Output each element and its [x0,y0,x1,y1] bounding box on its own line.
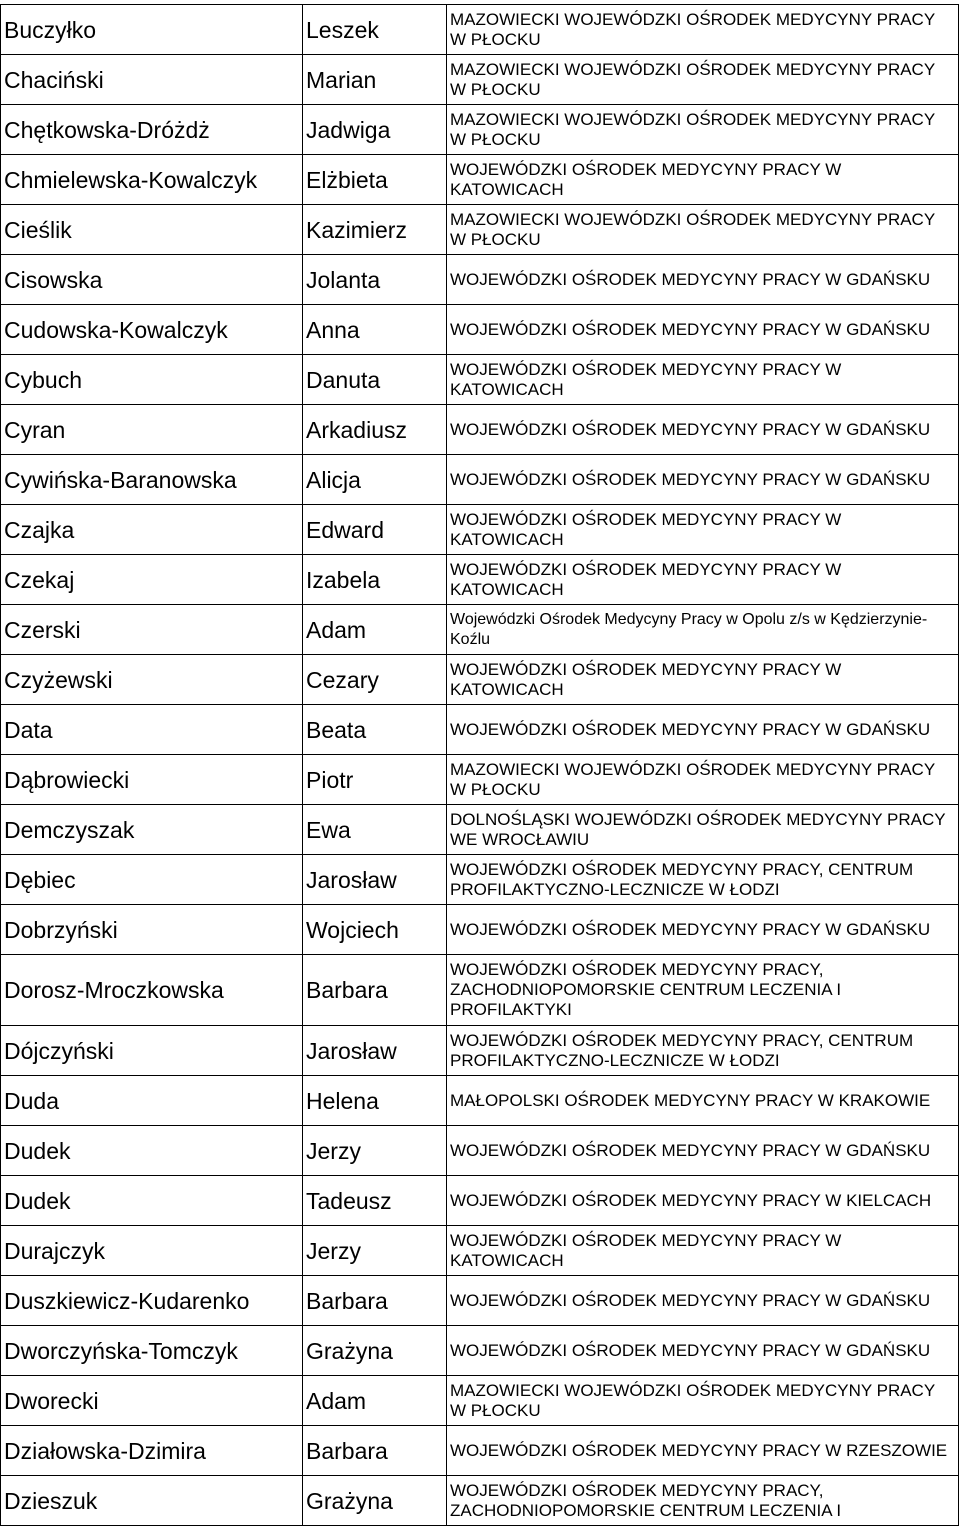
center-cell: WOJEWÓDZKI OŚRODEK MEDYCYNY PRACY W KATOWICACH [447,155,959,205]
first-name-cell: Ewa [303,805,447,855]
table-row [1,1026,959,1076]
surname-cell: Cywińska-Baranowska [1,455,303,505]
surname-cell: Czerski [1,605,303,655]
surname-cell: Chętkowska-Dróżdż [1,105,303,155]
center-cell: WOJEWÓDZKI OŚRODEK MEDYCYNY PRACY, ZACHODNIOPOMORSKIE CENTRUM LECZENIA I [447,1476,959,1526]
first-name-cell: Edward [303,505,447,555]
surname-cell: Duda [1,1076,303,1126]
center-cell: WOJEWÓDZKI OŚRODEK MEDYCYNY PRACY W GDAŃSKU [447,255,959,305]
center-cell: WOJEWÓDZKI OŚRODEK MEDYCYNY PRACY W GDAŃSKU [447,455,959,505]
center-cell: WOJEWÓDZKI OŚRODEK MEDYCYNY PRACY, CENTRUM PROFILAKTYCZNO-LECZNICZE W ŁODZI [447,855,959,905]
center-cell: WOJEWÓDZKI OŚRODEK MEDYCYNY PRACY, ZACHODNIOPOMORSKIE CENTRUM LECZENIA I PROFILAKTYKI [447,955,959,1026]
center-cell: WOJEWÓDZKI OŚRODEK MEDYCYNY PRACY W GDAŃSKU [447,905,959,955]
first-name-cell: Barbara [303,955,447,1026]
first-name-cell: Adam [303,605,447,655]
first-name-cell: Adam [303,1376,447,1426]
table-row [1,755,959,805]
first-name-cell: Beata [303,705,447,755]
surname-cell: Dudek [1,1176,303,1226]
center-cell: WOJEWÓDZKI OŚRODEK MEDYCYNY PRACY W GDAŃSKU [447,1276,959,1326]
table-row [1,55,959,105]
first-name-cell: Barbara [303,1276,447,1326]
first-name-cell: Alicja [303,455,447,505]
center-cell: WOJEWÓDZKI OŚRODEK MEDYCYNY PRACY W KATOWICACH [447,655,959,705]
first-name-cell: Jerzy [303,1226,447,1276]
center-cell: MAZOWIECKI WOJEWÓDZKI OŚRODEK MEDYCYNY PRACY W PŁOCKU [447,755,959,805]
first-name-cell: Elżbieta [303,155,447,205]
table-row [1,155,959,205]
table-row [1,1476,959,1526]
table-row [1,655,959,705]
center-cell: WOJEWÓDZKI OŚRODEK MEDYCYNY PRACY W GDAŃSKU [447,1126,959,1176]
surname-cell: Czyżewski [1,655,303,705]
surname-cell: Duszkiewicz-Kudarenko [1,1276,303,1326]
first-name-cell: Grażyna [303,1326,447,1376]
table-row [1,455,959,505]
table-row [1,305,959,355]
surname-cell: Buczyłko [1,5,303,55]
surname-cell: Dębiec [1,855,303,905]
table-row [1,255,959,305]
surname-cell: Cisowska [1,255,303,305]
first-name-cell: Jarosław [303,1026,447,1076]
table-row [1,705,959,755]
center-cell: MAŁOPOLSKI OŚRODEK MEDYCYNY PRACY W KRAKOWIE [447,1076,959,1126]
center-cell: WOJEWÓDZKI OŚRODEK MEDYCYNY PRACY W GDAŃSKU [447,405,959,455]
center-cell: WOJEWÓDZKI OŚRODEK MEDYCYNY PRACY W KATOWICACH [447,355,959,405]
surname-cell: Demczyszak [1,805,303,855]
surname-cell: Dzieszuk [1,1476,303,1526]
table-row [1,1126,959,1176]
table-row [1,605,959,655]
first-name-cell: Helena [303,1076,447,1126]
surname-cell: Dąbrowiecki [1,755,303,805]
center-cell: WOJEWÓDZKI OŚRODEK MEDYCYNY PRACY W KATOWICACH [447,1226,959,1276]
first-name-cell: Izabela [303,555,447,605]
table-row [1,505,959,555]
first-name-cell: Piotr [303,755,447,805]
surname-cell: Cybuch [1,355,303,405]
table-row [1,805,959,855]
first-name-cell: Grażyna [303,1476,447,1526]
table-row [1,1376,959,1426]
table-row [1,1076,959,1126]
surname-cell: Data [1,705,303,755]
table-row [1,1276,959,1326]
first-name-cell: Tadeusz [303,1176,447,1226]
table-row [1,1426,959,1476]
table-row [1,405,959,455]
table-row [1,105,959,155]
first-name-cell: Wojciech [303,905,447,955]
surname-cell: Dudek [1,1126,303,1176]
table-row [1,905,959,955]
center-cell: DOLNOŚLĄSKI WOJEWÓDZKI OŚRODEK MEDYCYNY PRACY WE WROCŁAWIU [447,805,959,855]
surname-cell: Chaciński [1,55,303,105]
surname-cell: Dworecki [1,1376,303,1426]
center-cell: Wojewódzki Ośrodek Medycyny Pracy w Opolu z/s w Kędzierzynie-Koźlu [447,605,959,655]
center-cell: MAZOWIECKI WOJEWÓDZKI OŚRODEK MEDYCYNY PRACY W PŁOCKU [447,5,959,55]
first-name-cell: Leszek [303,5,447,55]
table-row [1,1176,959,1226]
first-name-cell: Marian [303,55,447,105]
first-name-cell: Arkadiusz [303,405,447,455]
first-name-cell: Anna [303,305,447,355]
first-name-cell: Barbara [303,1426,447,1476]
surname-cell: Cyran [1,405,303,455]
center-cell: WOJEWÓDZKI OŚRODEK MEDYCYNY PRACY W GDAŃSKU [447,705,959,755]
first-name-cell: Jarosław [303,855,447,905]
surname-cell: Działowska-Dzimira [1,1426,303,1476]
center-cell: MAZOWIECKI WOJEWÓDZKI OŚRODEK MEDYCYNY PRACY W PŁOCKU [447,1376,959,1426]
first-name-cell: Cezary [303,655,447,705]
surname-cell: Czajka [1,505,303,555]
surname-cell: Dobrzyński [1,905,303,955]
center-cell: MAZOWIECKI WOJEWÓDZKI OŚRODEK MEDYCYNY PRACY W PŁOCKU [447,105,959,155]
center-cell: WOJEWÓDZKI OŚRODEK MEDYCYNY PRACY W KATOWICACH [447,555,959,605]
table-row [1,1326,959,1376]
center-cell: MAZOWIECKI WOJEWÓDZKI OŚRODEK MEDYCYNY PRACY W PŁOCKU [447,55,959,105]
roster-body [1,5,959,1526]
table-row [1,355,959,405]
surname-cell: Dorosz-Mroczkowska [1,955,303,1026]
center-cell: WOJEWÓDZKI OŚRODEK MEDYCYNY PRACY W KIELCACH [447,1176,959,1226]
surname-cell: Cudowska-Kowalczyk [1,305,303,355]
table-row [1,955,959,1026]
surname-cell: Dworczyńska-Tomczyk [1,1326,303,1376]
first-name-cell: Jadwiga [303,105,447,155]
surname-cell: Chmielewska-Kowalczyk [1,155,303,205]
roster-table [0,4,959,1526]
center-cell: WOJEWÓDZKI OŚRODEK MEDYCYNY PRACY W KATOWICACH [447,505,959,555]
first-name-cell: Kazimierz [303,205,447,255]
table-row [1,555,959,605]
surname-cell: Czekaj [1,555,303,605]
first-name-cell: Jolanta [303,255,447,305]
table-row [1,855,959,905]
table-row [1,5,959,55]
surname-cell: Cieślik [1,205,303,255]
surname-cell: Durajczyk [1,1226,303,1276]
first-name-cell: Jerzy [303,1126,447,1176]
table-row [1,205,959,255]
center-cell: WOJEWÓDZKI OŚRODEK MEDYCYNY PRACY W GDAŃSKU [447,1326,959,1376]
center-cell: WOJEWÓDZKI OŚRODEK MEDYCYNY PRACY, CENTRUM PROFILAKTYCZNO-LECZNICZE W ŁODZI [447,1026,959,1076]
center-cell: WOJEWÓDZKI OŚRODEK MEDYCYNY PRACY W GDAŃSKU [447,305,959,355]
center-cell: WOJEWÓDZKI OŚRODEK MEDYCYNY PRACY W RZESZOWIE [447,1426,959,1476]
first-name-cell: Danuta [303,355,447,405]
surname-cell: Dójczyński [1,1026,303,1076]
center-cell: MAZOWIECKI WOJEWÓDZKI OŚRODEK MEDYCYNY PRACY W PŁOCKU [447,205,959,255]
table-row [1,1226,959,1276]
